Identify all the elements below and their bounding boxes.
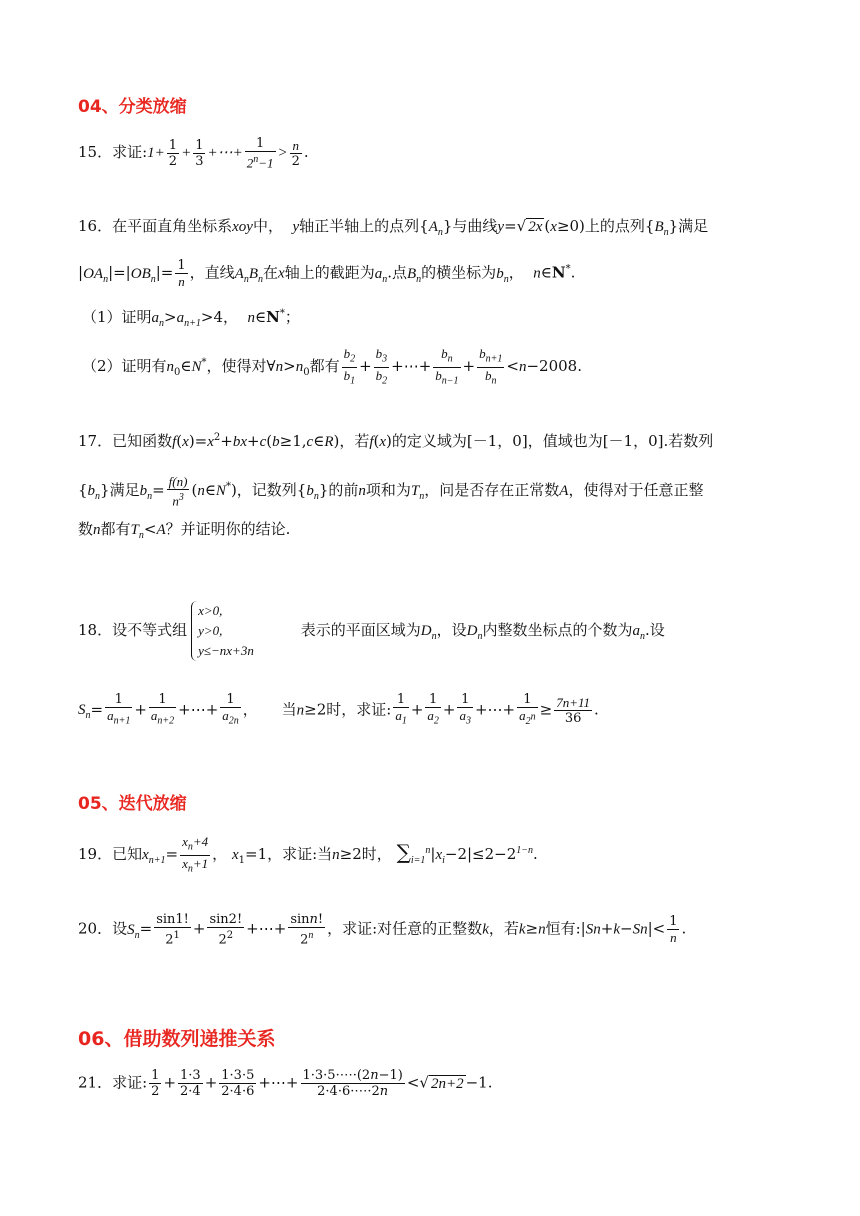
problem-16-line1: 16．在平面直角坐标系xoy中， y轴正半轴上的点列$\{A_n\}$与曲线y=√ 2x (x≥0)上的点列$\{B_n\}$满足 [78,217,709,238]
inequality-system: x>0, y>0, y≤−nx+3n [191,601,254,661]
problem-number: 18． [78,621,113,639]
problem-number: 21． [78,1073,113,1092]
problem-18-line1: 18．设不等式组 x>0, y>0, y≤−nx+3n 表示的平面区域为$D_n$，设$D_n$内整数坐标点的个数为$a_n$.设 [78,601,665,661]
problem-number: 19． [78,845,113,864]
problem-17-line2: $\{b_n\}$满足$b_n=$ $\frac{f(n)}{n^3}$ (n∈N*)，记数列$\{b_n\}$的前n项和为$T_n$，问是否存在正常数A，使得对于任意正整 [78,474,704,509]
section-title-04: 04、分类放缩 [78,97,187,117]
problem-number: 15． [78,143,113,162]
fraction: $\frac{1}{2^n-1}$ [246,136,274,171]
fraction: $\frac{1}{3}$ [195,137,204,169]
section-title-06: 06、借助数列递推关系 [78,1028,276,1050]
problem-19: 19．已知$x_{n+1}=$ $\frac{x_n+4}{x_n+1}$ ， $x_1=1$，求证:当n≥2时， $\sum_{i=1}^n|x_i-2|\le 2-2^{1-n}$. [78,834,538,875]
fraction: $\frac{n}{2}$ [291,137,300,169]
problem-15: 15．求证:1+ $\frac{1}{2}$ + $\frac{1}{3}$ +⋯+ $\frac{1}{2^n-1}$ > $\frac{n}{2}$ . [78,136,309,171]
problem-17-line3: 数n都有$T_n<A$？并证明你的结论. [78,520,291,541]
fraction: $\frac{1}{2}$ [168,137,178,169]
section-title-05: 05、迭代放缩 [78,794,187,814]
problem-16-part2: （2）证明有$n_0\in N^*$，使得对$\forall n>n_0$都有 $\frac{b_2}{b_1}$ + $\frac{b_3}{b_2}$ +⋯+ $\frac{b_n}{b_{n-1}}$ + $\frac{b_{n+1}}{b_n}$ <n−2008. [82,346,582,387]
problem-16-line2: $|OA_n|=|OB_n|=$ $\frac{1}{n}$ ，直线$A_nB_n$在x轴上的截距为$a_n$.点$B_n$的横坐标为$b_n$， n∈N*. [78,258,576,289]
problem-15-lead: 求证: [112,143,148,162]
fraction: $\frac{1}{n}$ [177,258,186,289]
problem-20: 20．设$S_n=$ $\frac{\sin 1!}{2^1}$ + $\frac{\sin 2!}{2^2}$ +⋯+ $\frac{\sin n!}{2^n}$ ，求证:对任意的正整数k，若k≥n恒有:|Sn+k−Sn|< $\frac{1}{n}$ . [78,912,687,948]
problem-21: 21．求证: $\frac{1}{2}$ + $\frac{1\cdot 3}{2\cdot 4}$ + $\frac{1\cdot 3\cdot 5}{2\cdot 4\cdot 6}$ +⋯+ $\frac{1\cdot 3\cdot 5\cdot\cdots\cdot(2n-1)}{2\cdot 4\cdot 6\cdot\cdots\cdot 2n}$ <√ 2n+2 −1. [78,1068,493,1099]
problem-number: 20． [78,919,113,938]
problem-16-part1: （1）证明$a_n>a_{n+1}>4$， n∈N*； [82,308,300,329]
problem-number: 16． [78,217,113,235]
problem-17-line1: 17．已知函数$f(x)=x^2+bx+c(b\ge 1,c\in R)$，若f(x)的定义域为[－1，0]，值域也为[－1，0].若数列 [78,432,714,450]
problem-number: 17． [78,432,113,450]
problem-18-line2: $S_n=$ $\frac{1}{a_{n+1}}$ + $\frac{1}{a_{n+2}}$ +⋯+ $\frac{1}{a_{2n}}$ ， 当n≥2时，求证: $\frac{1}{a_1}$ + $\frac{1}{a_2}$ + $\frac{1}{a_3}$ +⋯+ $\frac{1}{a_{2^n}}$ ≥ $\frac{7n+11}{36}$ . [78,692,599,727]
